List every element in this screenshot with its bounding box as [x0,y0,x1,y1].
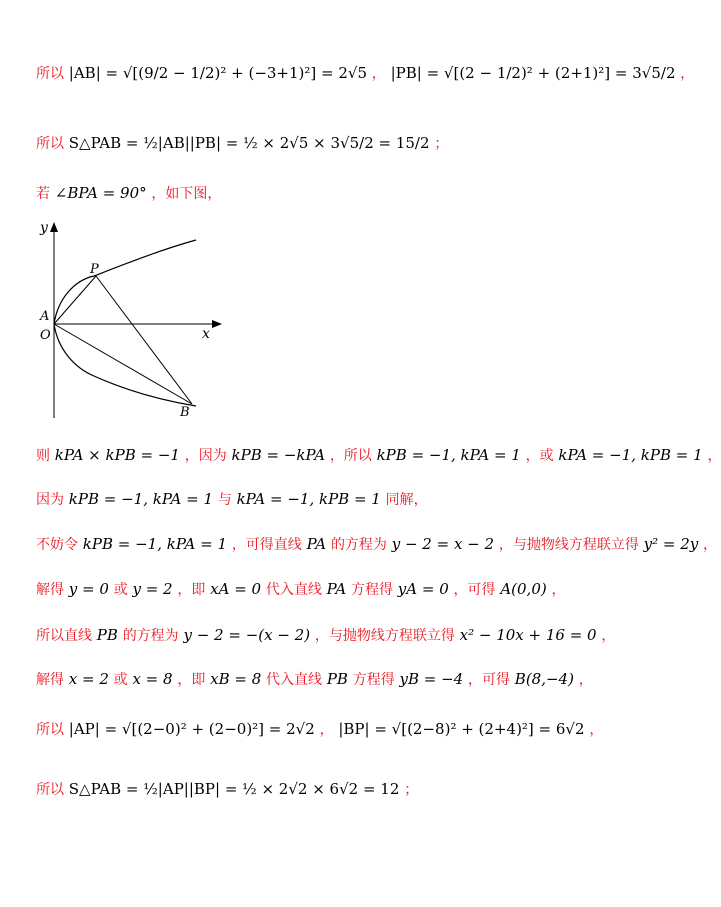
text: 所以 [36,722,64,738]
line-11 [36,782,418,797]
text: 的方程为 [122,628,179,644]
formula: y − 2 = −(x − 2) [183,626,311,644]
formula: y = 2 [132,580,173,598]
label-y: y [40,220,48,236]
formula: S△PAB = ½|AB||PB| = ½ × 2√5 × 3√5/2 = 15/2 [68,134,430,152]
formula: kPB = −1, kPA = 1 [82,535,228,553]
text: ，所以 [329,448,372,464]
text: ， [578,672,593,688]
formula: |AB| = √[(9/2 − 1/2)² + (−3+1)²] = 2√5 [68,64,368,82]
text: ，因为 [184,448,227,464]
formula: kPA = −1, kPB = 1 [236,490,381,508]
text: ， [551,582,566,598]
text: ； [434,136,449,152]
text: ，可得直线 [231,537,302,553]
parabola-upper [54,240,196,324]
text: ，即 [177,672,206,688]
formula: x² − 10x + 16 = 0 [459,626,597,644]
text: ， [371,66,386,82]
line-5 [36,492,428,507]
formula: |BP| = √[(2−8)² + (2+4)²] = 6√2 [338,720,585,738]
formula: kPB = −kPA [231,446,326,464]
text: ，即 [177,582,206,598]
formula: yB = −4 [399,670,464,688]
text: 因为 [36,492,64,508]
formula: PA [326,580,347,598]
formula: kPA = −1, kPB = 1 [558,446,703,464]
formula: x = 8 [132,670,173,688]
segment-PB [96,276,192,404]
formula: ∠BPA = 90° [54,184,147,202]
formula: xB = 8 [210,670,262,688]
text: 同解， [385,492,428,508]
line-8 [36,628,615,643]
x-axis-arrow [212,320,222,328]
text: 或 [113,672,128,688]
parabola-figure [30,218,230,432]
segment-AP [54,276,96,324]
text: 的方程为 [330,537,387,553]
figure-svg [30,218,230,428]
y-axis-arrow [50,222,58,232]
formula: kPA × kPB = −1 [54,446,180,464]
text: ，或 [525,448,554,464]
text: 解得 [36,672,64,688]
formula: B(8,−4) [514,670,574,688]
formula: xA = 0 [210,580,262,598]
text: 则 [36,448,50,464]
label-O: O [40,328,51,343]
formula: |PB| = √[(2 − 1/2)² + (2+1)²] = 3√5/2 [390,64,676,82]
label-x: x [202,326,210,342]
line-3 [36,186,221,201]
line-7 [36,582,566,597]
label-B: B [180,405,190,420]
text: ，如下图， [151,186,222,202]
text: 所以 [36,782,64,798]
formula: kPB = −1, kPA = 1 [68,490,214,508]
formula: |AP| = √[(2−0)² + (2−0)²] = 2√2 [68,720,315,738]
line-9 [36,672,593,687]
line-1 [36,66,694,81]
text: ， [319,722,334,738]
formula: kPB = −1, kPA = 1 [376,446,521,464]
text: ，与抛物线方程联立得 [498,537,639,553]
text: 代入直线 [265,582,322,598]
text: 所以直线 [36,628,92,644]
text: 不妨令 [36,537,78,553]
text: ，与抛物线方程联立得 [314,628,455,644]
text: 所以 [36,66,64,82]
text: 方程得 [352,672,395,688]
text: 与 [217,492,232,508]
formula: S△PAB = ½|AP||BP| = ½ × 2√2 × 6√2 = 12 [68,780,400,798]
formula: x = 2 [68,670,109,688]
formula: PA [306,535,327,553]
text: 或 [113,582,128,598]
text: ， [707,448,721,464]
line-2 [36,136,448,151]
text: ， [680,66,695,82]
formula: PB [326,670,348,688]
text: ，可得 [453,582,496,598]
label-A: A [40,309,50,324]
line-10 [36,722,603,737]
line-6 [36,537,717,552]
formula: y = 0 [68,580,109,598]
text: 所以 [36,136,64,152]
text: ， [703,537,718,553]
label-P: P [90,262,99,277]
formula: yA = 0 [397,580,449,598]
text: ； [404,782,419,798]
formula: y − 2 = x − 2 [391,535,495,553]
line-4 [36,448,721,463]
formula: PB [96,626,118,644]
formula: y² = 2y [643,535,699,553]
text: 代入直线 [266,672,323,688]
text: 若 [36,186,50,202]
formula: A(0,0) [500,580,547,598]
text: ， [589,722,604,738]
text: ，可得 [468,672,511,688]
text: ， [601,628,616,644]
text: 解得 [36,582,64,598]
text: 方程得 [351,582,394,598]
